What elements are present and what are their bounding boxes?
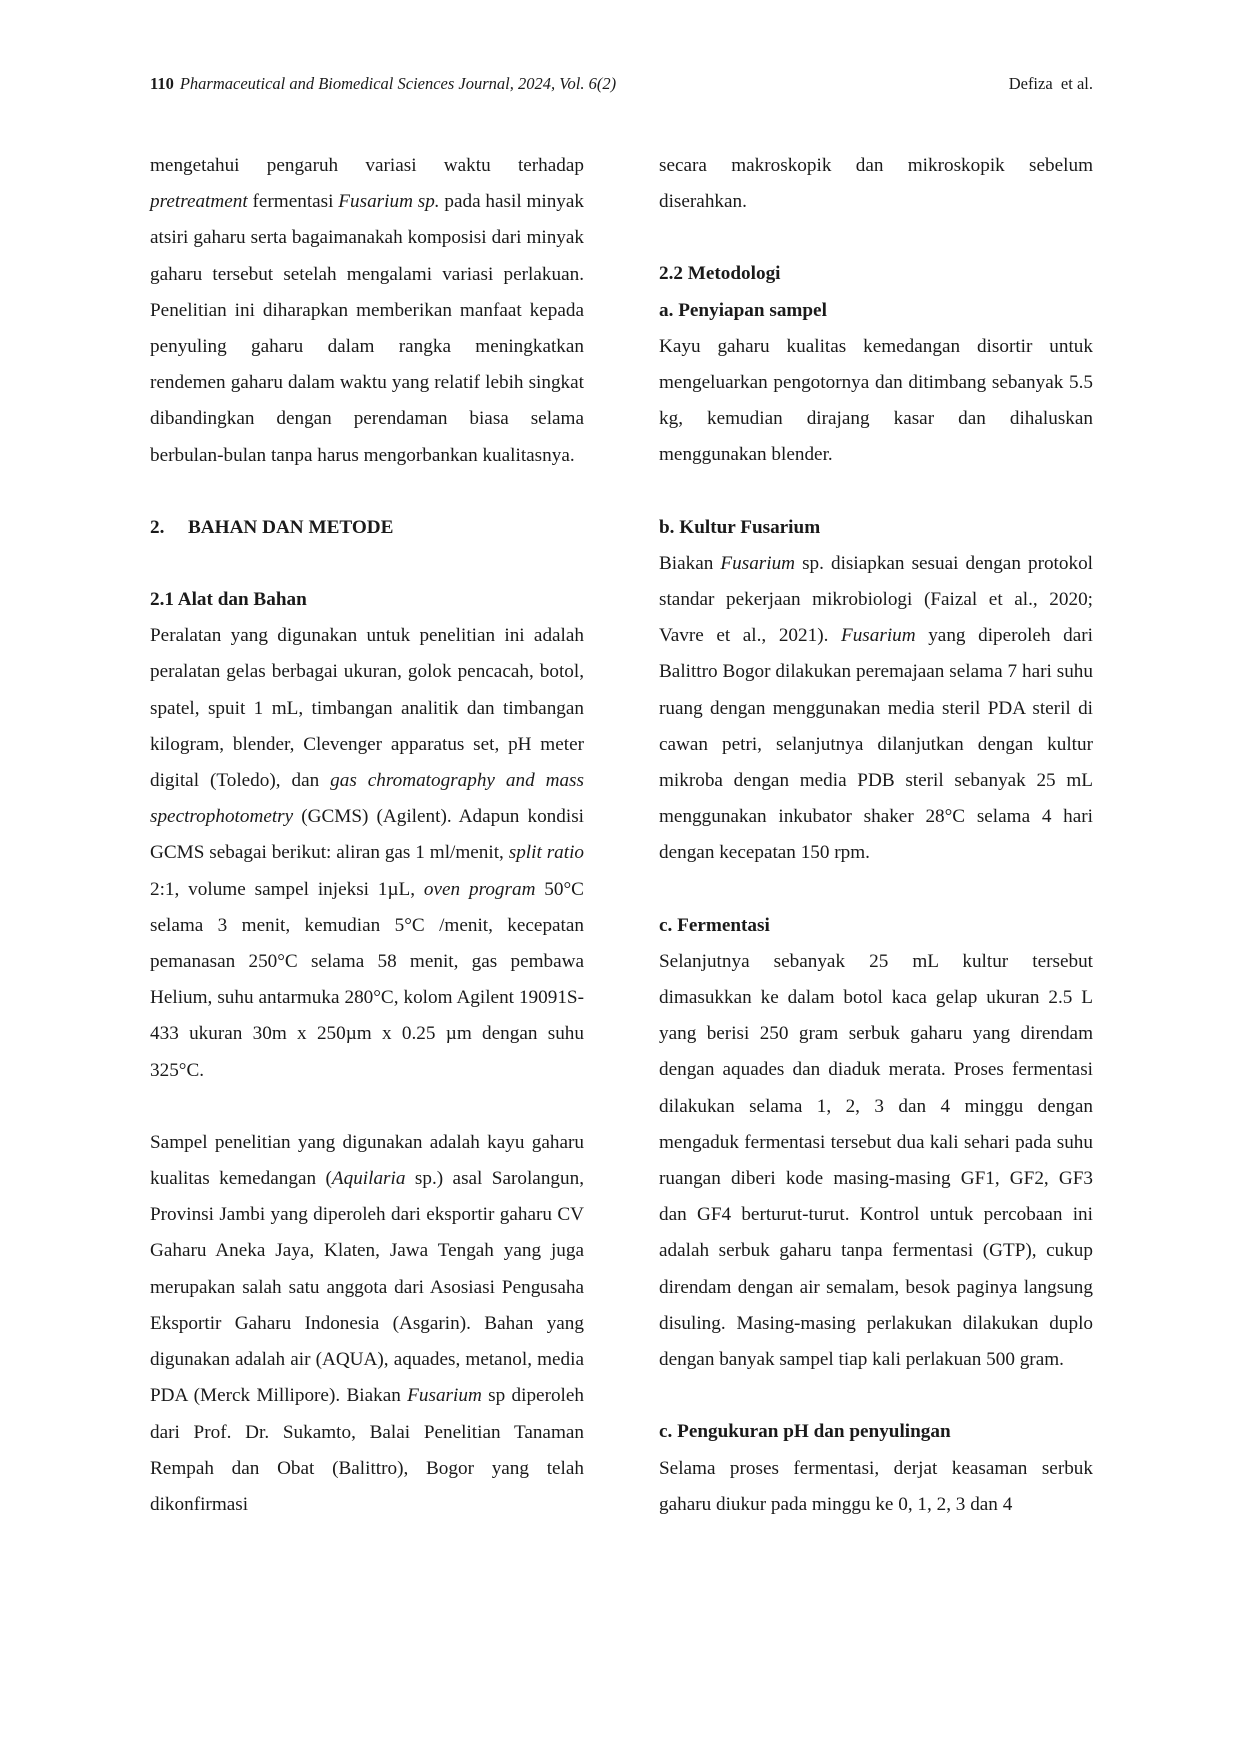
preparation-paragraph: Kayu gaharu kualitas kemedangan disortir untuk mengeluarkan pengotornya dan ditimbang sebanyak 5.5 kg, kemudian dirajang kasar dan dihaluskan menggunakan blender. bbox=[659, 335, 1093, 466]
spacer bbox=[150, 1089, 584, 1125]
equipment-paragraph bbox=[150, 618, 584, 1089]
subsection-heading: 2.1 Alat dan Bahan bbox=[150, 589, 307, 611]
sub-heading-c: c. Fermentasi bbox=[659, 914, 770, 936]
sub-heading-a: a. Penyiapan sampel bbox=[659, 299, 827, 321]
text-span: mengetahui pengaruh variasi waktu terhadap bbox=[150, 155, 584, 176]
sample-paragraph bbox=[150, 1125, 584, 1523]
text-span: yang diperoleh dari Balittro Bogor dilakukan peremajaan selama 7 hari suhu ruang dengan menggunakan media steril PDA steril di cawan petri, selanjutnya dilanjutkan dengan kultur mikroba dengan media PDB steril sebanyak 25 mL menggunakan inkubator shaker 28°C selama 4 hari dengan kecepatan 150 rpm. bbox=[659, 625, 1093, 864]
section-heading bbox=[150, 510, 584, 546]
text-span: Peralatan yang digunakan untuk penelitian ini adalah peralatan gelas berbagai ukuran, golok pencacah, botol, spatel, spuit 1 mL, timbangan analitik dan timbangan kilogram, blender, Clevenger apparatus set, pH meter digital (Toledo), dan bbox=[150, 625, 584, 792]
section-title: BAHAN DAN METODE bbox=[188, 516, 394, 538]
text-span: Biakan bbox=[659, 552, 721, 574]
left-column bbox=[150, 148, 584, 1523]
text-span: sp. disiapkan sesuai dengan protokol standar pekerjaan mikrobiologi (Faizal et al., 2020; Vavre et al., 2021). bbox=[659, 552, 1093, 647]
section-number: 2. bbox=[150, 516, 165, 538]
author-name: Defiza bbox=[1008, 74, 1053, 93]
ph-paragraph: Selama proses fermentasi, derjat keasaman serbuk gaharu diukur pada minggu ke 0, 1, 2, 3 dan 4 bbox=[659, 1457, 1093, 1515]
journal-citation: Pharmaceutical and Biomedical Sciences Journal, 2024, Vol. 6(2) bbox=[179, 74, 617, 93]
text-span: fermentasi bbox=[247, 191, 339, 213]
culture-paragraph bbox=[659, 546, 1093, 872]
text-span: Sampel penelitian yang digunakan adalah kayu gaharu kualitas kemedangan ( bbox=[150, 1131, 584, 1190]
header-left bbox=[150, 74, 616, 94]
sub-heading-c2: c. Pengukuran pH dan penyulingan bbox=[659, 1421, 951, 1443]
page-number: 110 bbox=[150, 74, 174, 93]
et-al: et al. bbox=[1060, 74, 1093, 93]
running-header bbox=[150, 74, 1093, 98]
text-span: pada hasil minyak atsiri gaharu serta bagaimanakah komposisi dari minyak gaharu tersebut setelah mengalami variasi perlakuan. Penelitian ini diharapkan memberikan manfaat kepada penyuling gaharu dalam rangka meningkatkan rendemen gaharu dalam waktu yang relatif lebih singkat dibandingkan dengan perendaman biasa selama berbulan-bulan tanpa harus mengorbankan kualitasnya. bbox=[150, 191, 585, 466]
spacer bbox=[659, 1378, 1093, 1414]
spacer bbox=[659, 474, 1093, 510]
intro-paragraph bbox=[150, 148, 584, 474]
italic-term: Fusarium sp. bbox=[338, 191, 440, 213]
italic-term: Fusarium bbox=[840, 625, 916, 647]
text-span: sp diperoleh dari Prof. Dr. Sukamto, Balai Penelitian Tanaman Rempah dan Obat (Balittro), Bogor yang telah dikonfirmasi bbox=[150, 1385, 584, 1515]
header-right bbox=[1009, 74, 1093, 94]
italic-term: oven program bbox=[423, 878, 536, 900]
italic-term: pretreatment bbox=[150, 191, 248, 213]
subsection-heading: 2.2 Metodologi bbox=[659, 263, 781, 285]
fermentation-paragraph: Selanjutnya sebanyak 25 mL kultur tersebut dimasukkan ke dalam botol kaca gelap ukuran 2.5 L yang berisi 250 gram serbuk gaharu yang direndam dengan aquades dan diaduk merata. Proses fermentasi dilakukan selama 1, 2, 3 dan 4 minggu dengan mengaduk fermentasi tersebut dua kali sehari pada suhu ruangan diberi kode masing-masing GF1, GF2, GF3 dan GF4 berturut-turut. Kontrol untuk percobaan ini adalah serbuk gaharu tanpa fermentasi (GTP), cukup direndam dengan air semalam, besok paginya langsung disuling. Masing-masing perlakukan dilakukan duplo dengan banyak sampel tiap kali perlakuan 500 gram. bbox=[659, 950, 1093, 1371]
continued-paragraph: secara makroskopik dan mikroskopik sebelum diserahkan. bbox=[659, 155, 1093, 213]
italic-term: Fusarium bbox=[407, 1385, 482, 1407]
text-span: sp.) asal Sarolangun, Provinsi Jambi yang diperoleh dari eksportir gaharu CV Gaharu Aneka Jaya, Klaten, Jawa Tengah yang juga merupakan salah satu anggota dari Asosiasi Pengusaha Eksportir Gaharu Indonesia (Asgarin). Bahan yang digunakan adalah air (AQUA), aquades, metanol, media PDA (Merck Millipore). Biakan bbox=[150, 1168, 584, 1407]
text-span: 50°C selama 3 menit, kemudian 5°C /menit, kecepatan pemanasan 250°C selama 58 menit, gas pembawa Helium, suhu antarmuka 280°C, kolom Agilent 19091S-433 ukuran 30m x 250µm x 0.25 µm dengan suhu 325°C. bbox=[150, 878, 584, 1081]
spacer bbox=[659, 872, 1093, 908]
italic-term: gas chromatography and mass spectrophotometry bbox=[150, 770, 584, 828]
spacer bbox=[150, 474, 584, 510]
italic-term: Fusarium bbox=[720, 552, 796, 574]
italic-term: Aquilaria bbox=[331, 1168, 406, 1190]
sub-heading-b: b. Kultur Fusarium bbox=[659, 516, 821, 538]
right-column bbox=[659, 148, 1093, 1523]
text-span: 2:1, volume sampel injeksi 1µL, bbox=[150, 878, 424, 900]
spacer bbox=[150, 546, 584, 582]
italic-term: split ratio bbox=[508, 842, 585, 864]
spacer bbox=[659, 220, 1093, 256]
text-span: (GCMS) (Agilent). Adapun kondisi GCMS sebagai berikut: aliran gas 1 ml/menit, bbox=[150, 806, 584, 864]
